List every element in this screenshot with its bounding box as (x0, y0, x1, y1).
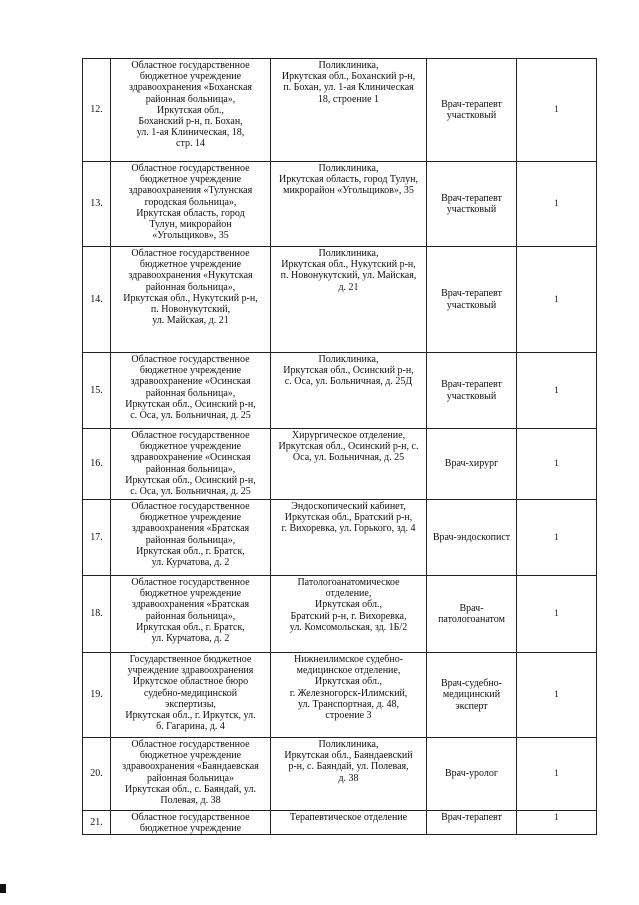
organization-cell-line: районная больница», (145, 281, 236, 293)
table-row (83, 247, 597, 353)
organization-cell-line: Областное государственное (131, 812, 250, 823)
position-cell-line: участковый (446, 204, 497, 215)
organization-cell-line: здравоохранения «Тулунская (128, 185, 253, 197)
organization-cell-line: Иркутская обл., Осинский р-н, (125, 474, 256, 486)
organization-cell-line: бюджетное учреждение (139, 750, 242, 762)
organization-cell-line: судебно-медицинской (143, 687, 238, 699)
row-number: 20. (83, 738, 111, 811)
organization-cell-line: Областное государственное (131, 354, 250, 365)
organization-cell-line: Областное государственное (131, 430, 250, 441)
position-cell-line: участковый (446, 110, 497, 121)
position-cell-line: Врач-терапевт (441, 812, 502, 823)
table-row (83, 738, 597, 811)
position-cell (427, 59, 517, 162)
organization-cell-line: здравоохранение «Осинская (130, 452, 251, 464)
organization-cell-line: Иркутская обл., г. Иркутск, ул. (125, 710, 256, 722)
address-cell-line: Братский р-н, г. Вихоревка, (290, 610, 407, 622)
organization-cell-line: экспертизы, (165, 698, 216, 710)
position-cell (427, 738, 517, 811)
address-cell-line: Терапевтическое отделение (289, 812, 408, 823)
position-cell-line: Врач-уролог (444, 768, 499, 780)
position-cell (427, 576, 517, 653)
address-cell (271, 353, 427, 429)
vacancy-count: 1 (517, 162, 597, 247)
organization-cell-line: Тулун, микрорайон (149, 219, 232, 231)
table-row (83, 500, 597, 576)
organization-cell-line: ул. Майская, д. 21 (152, 315, 229, 327)
vacancy-count: 1 (517, 353, 597, 429)
row-number: 18. (83, 576, 111, 653)
position-cell-line: участковый (446, 390, 497, 402)
organization-cell-line: Иркутская обл., г. Братск, (136, 545, 245, 557)
organization-cell-line: здравоохранения «Братская (131, 599, 250, 611)
address-cell-line: Иркутская обл., (315, 676, 382, 688)
address-cell-line: с. Оса, ул. Больничная, д. 25Д (284, 376, 413, 388)
organization-cell-line: Иркутская обл., с. Баяндай, ул. (125, 783, 256, 795)
organization-cell-line: учреждение здравоохранения (127, 665, 254, 677)
row-number: 16. (83, 429, 111, 500)
position-cell-line: Врач-терапевт (441, 288, 502, 300)
vacancy-count: 1 (517, 653, 597, 738)
position-cell (427, 811, 517, 835)
row-number: 17. (83, 500, 111, 576)
vacancy-count: 1 (517, 576, 597, 653)
organization-cell (111, 738, 271, 811)
position-cell-line: участковый (446, 299, 497, 311)
organization-cell-line: здравоохранения «Нукутская (128, 270, 253, 282)
address-cell-line: Поликлиника, (318, 248, 379, 259)
organization-cell-line: районная больница», (145, 387, 236, 399)
organization-cell-line: здравоохранения «Боханская (128, 82, 253, 94)
organization-cell-line: районная больница», (145, 463, 236, 475)
organization-cell-line: здравоохранения «Братская (131, 523, 250, 535)
organization-cell-line: бюджетное учреждение (139, 174, 242, 186)
organization-cell-line: бюджетное учреждение (139, 441, 242, 453)
organization-cell-line: Областное государственное (131, 163, 250, 174)
address-cell-line: Поликлиника, (318, 60, 379, 71)
address-cell-line: Иркутская обл., Нукутский р-н, (281, 259, 416, 271)
address-cell (271, 576, 427, 653)
organization-cell-line: Иркутская обл., г. Братск, (136, 621, 245, 633)
organization-cell-line: «Угольщиков», 35 (152, 230, 229, 242)
organization-cell-line: Иркутская область, город (136, 207, 245, 219)
position-cell-line: Врач-судебно- (440, 678, 503, 690)
address-cell-line: г. Вихоревка, ул. Горького, зд. 4 (281, 523, 416, 535)
organization-cell (111, 353, 271, 429)
address-cell-line: микрорайон «Угольщиков», 35 (283, 185, 414, 197)
address-cell-line: отделение, (325, 588, 372, 600)
organization-cell-line: Боханский р-н, п. Бохан, (138, 116, 243, 128)
organization-cell-line: городская больница», (144, 196, 237, 208)
organization-cell (111, 811, 271, 835)
organization-cell-line: с. Оса, ул. Больничная, д. 25 (130, 410, 251, 422)
position-cell-line: Врач- (459, 602, 484, 614)
address-cell-line: Нижнеилимское судебно- (293, 654, 404, 665)
address-cell-line: ул. Транспортная, д. 48, (297, 698, 400, 710)
vacancy-count: 1 (517, 738, 597, 811)
address-cell (271, 247, 427, 353)
organization-cell-line: Иркутская обл., Осинский р-н, (125, 398, 256, 410)
address-cell-line: Поликлиника, (318, 739, 379, 750)
position-cell-line: медицинский (442, 689, 501, 701)
address-cell-line: п. Бохан, ул. 1-ая Клиническая (283, 82, 414, 94)
organization-cell-line: п. Новонукутский, (150, 304, 231, 316)
address-cell (271, 429, 427, 500)
organization-cell-line: Иркутское областное бюро (132, 676, 249, 688)
address-cell-line: д. 21 (338, 281, 359, 293)
address-cell (271, 500, 427, 576)
address-cell-line: медицинское отделение, (296, 665, 401, 677)
organization-cell-line: Областное государственное (131, 60, 250, 71)
organization-cell-line: здравоохранение «Осинская (130, 376, 251, 388)
organization-cell-line: бюджетное учреждение (139, 823, 242, 835)
organization-cell-line: стр. 14 (176, 138, 205, 150)
address-cell (271, 162, 427, 247)
position-cell-line: Врач-терапевт (441, 192, 502, 204)
organization-cell-line: районная больница», (145, 93, 236, 105)
address-cell (271, 653, 427, 738)
table-row (83, 162, 597, 247)
row-number: 21. (83, 811, 111, 835)
vacancy-count: 1 (517, 247, 597, 353)
position-cell-line: Врач-эндоскопист (432, 531, 511, 543)
organization-cell (111, 653, 271, 738)
table-row (83, 576, 597, 653)
organization-cell-line: Областное государственное (131, 501, 250, 512)
row-number: 19. (83, 653, 111, 738)
position-cell (427, 653, 517, 738)
address-cell-line: 18, строение 1 (317, 93, 380, 105)
address-cell-line: Иркутская обл., Братский р-н, (284, 512, 413, 524)
address-cell-line: строение 3 (325, 710, 372, 722)
position-cell (427, 247, 517, 353)
address-cell-line: ул. Комсомольская, зд. 1Б/2 (289, 621, 408, 633)
position-cell (427, 162, 517, 247)
position-cell-line: Врач-терапевт (441, 379, 502, 391)
organization-cell-line: Иркутская обл., (157, 104, 224, 116)
organization-cell (111, 500, 271, 576)
organization-cell-line: ул. 1-ая Клиническая, 18, (136, 127, 245, 139)
row-number: 14. (83, 247, 111, 353)
organization-cell-line: Полевая, д. 38 (160, 795, 221, 807)
position-cell-line: Врач-хирург (444, 458, 499, 470)
organization-cell (111, 576, 271, 653)
organization-cell (111, 247, 271, 353)
address-cell-line: Поликлиника, (318, 163, 379, 174)
address-cell-line: п. Новонукутский, ул. Майская, (280, 270, 417, 282)
organization-cell-line: бюджетное учреждение (139, 512, 242, 524)
address-cell-line: Иркутская область, город Тулун, (279, 174, 418, 186)
organization-cell-line: Областное государственное (131, 739, 250, 750)
position-cell-line: Врач-терапевт (441, 98, 502, 110)
organization-cell-line: с. Оса, ул. Больничная, д. 25 (130, 486, 251, 498)
address-cell-line: Иркутская обл., Осинский р-н, с. (278, 441, 419, 453)
organization-cell-line: Областное государственное (131, 577, 250, 588)
organization-cell-line: районная больница», (145, 610, 236, 622)
organization-cell-line: бюджетное учреждение (139, 259, 242, 271)
organization-cell-line: ул. Курчатова, д. 2 (151, 633, 230, 645)
address-cell-line: Эндоскопический кабинет, (291, 501, 406, 512)
table-row (83, 653, 597, 738)
address-cell-line: Хирургическое отделение, (291, 430, 406, 441)
organization-cell-line: Государственное бюджетное (129, 654, 252, 665)
address-cell-line: г. Железногорск-Илимский, (289, 687, 408, 699)
address-cell-line: д. 38 (338, 772, 359, 784)
address-cell-line: Иркутская обл., Баяндаевский (284, 750, 413, 762)
organization-cell-line: б. Гагарина, д. 4 (156, 721, 225, 733)
organization-cell (111, 429, 271, 500)
table-row (83, 353, 597, 429)
address-cell (271, 738, 427, 811)
table-row (83, 429, 597, 500)
organization-cell-line: районная больница» (146, 772, 235, 784)
position-cell (427, 500, 517, 576)
position-cell (427, 353, 517, 429)
organization-cell-line: бюджетное учреждение (139, 365, 242, 377)
organization-cell-line: ул. Курчатова, д. 2 (151, 557, 230, 569)
table-row (83, 811, 597, 835)
organization-cell-line: Иркутская обл., Нукутский р-н, (123, 292, 258, 304)
address-cell-line: р-н, с. Баяндай, ул. Полевая, (288, 761, 409, 773)
address-cell-line: Патологоанатомическое (297, 577, 400, 588)
address-cell-line: Оса, ул. Больничная, д. 25 (292, 452, 405, 464)
address-cell (271, 59, 427, 162)
row-number: 13. (83, 162, 111, 247)
address-cell (271, 811, 427, 835)
address-cell-line: Иркутская обл., (315, 599, 382, 611)
vacancy-count: 1 (517, 429, 597, 500)
organization-cell-line: бюджетное учреждение (139, 588, 242, 600)
vacancy-count: 1 (517, 500, 597, 576)
address-cell-line: Поликлиника, (318, 354, 379, 365)
organization-cell-line: Областное государственное (131, 248, 250, 259)
address-cell-line: Иркутская обл., Осинский р-н, (283, 365, 414, 377)
vacancy-count: 1 (517, 59, 597, 162)
vacancy-table-body (83, 59, 597, 835)
organization-cell (111, 59, 271, 162)
row-number: 15. (83, 353, 111, 429)
address-cell-line: Иркутская обл., Боханский р-н, (281, 71, 416, 83)
position-cell-line: эксперт (455, 700, 488, 712)
organization-cell-line: бюджетное учреждение (139, 71, 242, 83)
table-row (83, 59, 597, 162)
organization-cell-line: районная больница», (145, 534, 236, 546)
position-cell-line: патологоанатом (438, 614, 505, 625)
organization-cell-line: здравоохранения «Баяндаевская (122, 761, 259, 773)
scan-edge-mark (0, 884, 6, 893)
vacancy-table (82, 58, 597, 835)
organization-cell (111, 162, 271, 247)
position-cell (427, 429, 517, 500)
row-number: 12. (83, 59, 111, 162)
vacancy-count: 1 (517, 811, 597, 835)
